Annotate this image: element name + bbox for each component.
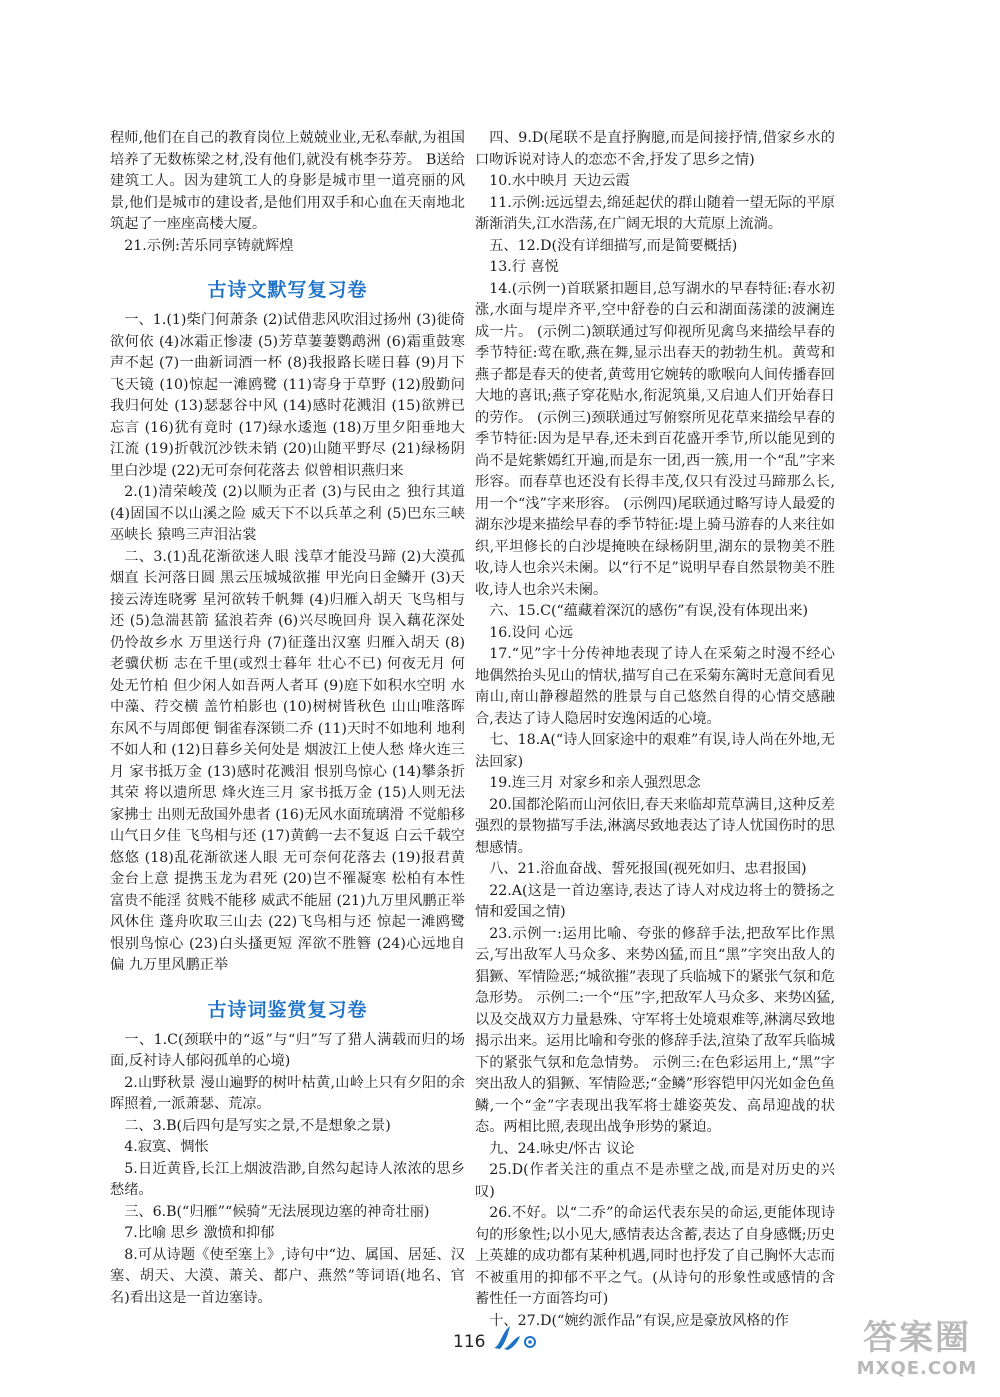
section-title-recitation: 古诗文默写复习卷: [207, 279, 368, 301]
answer-paragraph: 4.寂寞、惆怅: [124, 1139, 209, 1155]
watermark-top-text: 答案圈: [863, 1318, 971, 1358]
answer-paragraph: 2.山野秋景 漫山遍野的树叶枯黄,山岭上只有夕阳的余晖照着,一派萧瑟、荒凉。: [110, 1074, 465, 1112]
answer-paragraph: 七、18.A(“诗人回家途中的艰难”有误,诗人尚在外地,无法回家): [475, 732, 835, 770]
answer-paragraph: 三、6.B(“归雁”“候骑”无法展现边塞的神奇壮丽): [124, 1203, 430, 1220]
answer-paragraph: 7.比喻 思乡 激愤和抑郁: [124, 1225, 275, 1241]
answer-paragraph: 四、9.D(尾联不是直抒胸臆,而是间接抒情,借家乡水的口吻诉说对诗人的恋恋不舍,抒发了思乡之情): [475, 130, 835, 168]
answer-paragraph: 25.D(作者关注的重点不是赤壁之战,而是对历史的兴叹): [475, 1162, 835, 1200]
intro-paragraph-1: 程师,他们在自己的教育岗位上兢兢业业,无私奉献,为祖国培养了无数栋梁之材,没有他们,就没有桃李芬芳。 B送给建筑工人。因为建筑工人的身影是城市里一道亮丽的风景,他们是城市的建设者,是他们用双手和心血在天南地北筑起了一座座高楼大厦。: [110, 130, 465, 232]
answer-paragraph: 2.(1)清荣峻茂 (2)以顺为正者 (3)与民由之 独行其道 (4)固国不以山溪之险 威天下不以兵革之利 (5)巴东三峡巫峡长 猿鸣三声泪沾裳: [110, 484, 465, 543]
answer-paragraph: 26.不好。以“二乔”的命运代表东吴的命运,更能体现诗句的形象性;以小见大,感情表达含蓄,表达了自身感慨;历史上英雄的成功都有某种机遇,同时也抒发了自己胸怀大志而不被重用的抑郁不平之气。(从诗句的形象性或感情的含蓄性任一方面答均可): [475, 1205, 835, 1307]
answer-paragraph: 11.示例:远远望去,绵延起伏的群山随着一望无际的平原渐渐消失,江水浩荡,在广阔无垠的大荒原上流淌。: [475, 194, 835, 232]
swirl-logo-icon: [490, 1322, 540, 1352]
section-title-appreciation: 古诗词鉴赏复习卷: [207, 998, 368, 1021]
answer-paragraph: 22.A(这是一首边塞诗,表达了诗人对戍边将士的赞扬之情和爱国之情): [475, 882, 835, 920]
answer-paragraph: 一、1.(1)柴门何萧条 (2)试借悲风吹泪过扬州 (3)徙倚欲何依 (4)冰霜正惨凄 (5)芳草萋萋鹦鹉洲 (6)霜重鼓寒声不起 (7)一曲新词酒一杯 (8)我报路长嗟日暮 (9)月下飞天镜 (10)惊起一滩鸥鹭 (11)寄身于草野 (12)殷勤问我归何处 (13)瑟瑟谷中风 (14)感时花溅泪 (15)欲辨已忘言 (16)犹有竟时 (17)绿水逶迤 (18)万里夕阳垂地大江流 (19)折戟沉沙铁未销 (20)山随平野尽 (21)绿杨阴里白沙堤 (22)无可奈何花落去 似曾相识燕归来: [110, 312, 465, 479]
answer-paragraph: 5.日近黄昏,长江上烟波浩渺,自然勾起诗人浓浓的思乡愁绪。: [110, 1160, 465, 1198]
answer-paragraph: 六、15.C(“蕴藏着深沉的感伤”有误,没有体现出来): [489, 603, 809, 619]
intro-paragraph-2: 21.示例:苦乐同享铸就辉煌: [124, 237, 294, 254]
answer-paragraph: 十、27.D(“婉约派作品”有误,应是豪放风格的作: [489, 1312, 789, 1329]
answer-paragraph: 17.“见”字十分传神地表现了诗人在采菊之时漫不经心地偶然抬头见山的情状,描写自己在采菊东篱时无意间看见南山,南山静穆超然的胜景与自己悠然自得的心情交感融合,表达了诗人隐居时安逸闲适的心境。: [475, 646, 835, 727]
answer-paragraph: 8.可从诗题《使至塞上》,诗句中“边、属国、居延、汉塞、胡天、大漠、萧关、都户、燕然”等词语(地名、官名)看出这是一首边塞诗。: [110, 1246, 465, 1306]
answer-paragraph: 14.(示例一)首联紧扣题目,总写湖水的早春特征:春水初涨,水面与堤岸齐平,空中舒卷的白云和湖面荡漾的波澜连成一片。 (示例二)颔联通过写仰视所见禽鸟来描绘早春的季节特征:莺在歌,燕在舞,显示出春天的勃勃生机。黄莺和燕子都是春天的使者,黄莺用它婉转的歌喉向人间传播春回大地的喜讯;燕子穿花贴水,衔泥筑巢,又启迪人们开始春日的劳作。 (示例三)颈联通过写俯察所见花草来描绘早春的季节特征:因为是早春,还未到百花盛开季节,所以能见到的尚不是姹紫嫣红开遍,而是东一团,西一簇,用一个“乱”字来形容。而春草也还没有长得丰茂,仅只有没过马蹄那么长,用一个“浅”字来形容。 (示例四)尾联通过略写诗人最爱的湖东沙堤来描绘早春的季节特征:堤上骑马游春的人来往如织,平坦修长的白沙堤掩映在绿杨阴里,湖东的景物美不胜收,诗人也余兴未阑。以“行不足”说明早春自然景物美不胜收,诗人也余兴未阑。: [475, 280, 835, 598]
answer-paragraph: 20.国都沦陷而山河依旧,春天来临却荒草满目,这种反差强烈的景物描写手法,淋漓尽致地表达了诗人忧国伤时的思想感情。: [475, 796, 835, 856]
page-number: 116: [453, 1332, 486, 1352]
watermark: [842, 1318, 992, 1393]
right-column: [475, 128, 835, 1332]
answer-paragraph: 五、12.D(没有详细描写,而是简要概括): [489, 237, 738, 254]
answer-paragraph: 10.水中映月 天边云霞: [489, 173, 630, 189]
answer-paragraph: 二、3.B(后四句是写实之景,不是想象之景): [124, 1117, 391, 1134]
answer-paragraph: 19.连三月 对家乡和亲人强烈思念: [489, 775, 701, 791]
answer-paragraph: 13.行 喜悦: [489, 259, 559, 275]
answer-paragraph: 二、3.(1)乱花渐欲迷人眼 浅草才能没马蹄 (2)大漠孤烟直 长河落日圆 黑云压城城欲摧 甲光向日金鳞开 (3)天接云涛连晓雾 星河欲转千帆舞 (4)归雁入胡天 飞鸟相与还 (5)急湍甚箭 猛浪若奔 (6)兴尽晚回舟 误入藕花深处 仍怜故乡水 万里送行舟 (7)征蓬出汉塞 归雁入胡天 (8)老骥伏枥 志在千里(或烈士暮年 壮心不已) 何夜无月 何处无竹柏 但少闲人如吾两人者耳 (9)庭下如积水空明 水中藻、荇交横 盖竹柏影也 (10)树树皆秋色 山山唯落晖 东风不与周郎便 铜雀春深锁二乔 (11)天时不如地利 地利不如人和 (12)日暮乡关何处是 烟波江上使人愁 烽火连三月 家书抵万金 (13)感时花溅泪 恨别鸟惊心 (14)攀条折其荣 将以遗所思 烽火连三月 家书抵万金 (15)人则无法家拂士 出则无敌国外患者 (16)无风水面琉璃滑 不觉船移 山气日夕佳 飞鸟相与还 (17)黄鹤一去不复返 白云千载空悠悠 (18)乱花渐欲迷人眼 无可奈何花落去 (19)报君黄金台上意 提携玉龙为君死 (20)岂不罹凝寒 松柏有本性 富贵不能淫 贫贱不能移 威武不能屈 (21)九万里风鹏正举 风休住 蓬舟吹取三山去 (22)飞鸟相与还 惊起一滩鸥鹭 恨别鸟惊心 (23)白头搔更短 浑欲不胜簪 (24)心远地自偏 九万里风鹏正举: [110, 548, 465, 973]
answer-paragraph: 16.设问 心远: [489, 624, 574, 641]
left-column: [110, 128, 465, 1309]
watermark-bottom-text: MXQE.COM: [856, 1358, 978, 1379]
answer-paragraph: 一、1.C(颈联中的“返”与“归”写了猎人满载而归的场面,反衬诗人郁闷孤单的心境): [110, 1031, 465, 1069]
answer-paragraph: 九、24.咏史/怀古 议论: [489, 1140, 635, 1157]
answer-paragraph: 八、21.浴血奋战、誓死报国(视死如归、忠君报国): [489, 861, 807, 877]
answer-paragraph: 23.示例一:运用比喻、夸张的修辞手法,把敌军比作黑云,写出敌军人马众多、来势凶猛,而且“黑”字突出敌人的猖獗、军情险恶;“城欲摧”表现了兵临城下的紧张气氛和危急形势。 示例二:一个“压”字,把敌军人马众多、来势凶猛,以及交战双方力量悬殊、守军将士处境艰难等,淋漓尽致地揭示出来。运用比喻和夸张的修辞手法,渲染了敌军兵临城下的紧张气氛和危急情势。 示例三:在色彩运用上,“黑”字突出敌人的猖獗、军情险恶;“金鳞”形容铠甲闪光如金色鱼鳞,一个“金”字表现出我军将士雄姿英发、高昂迎战的状态。两相比照,表现出战争形势的紧迫。: [475, 925, 835, 1135]
